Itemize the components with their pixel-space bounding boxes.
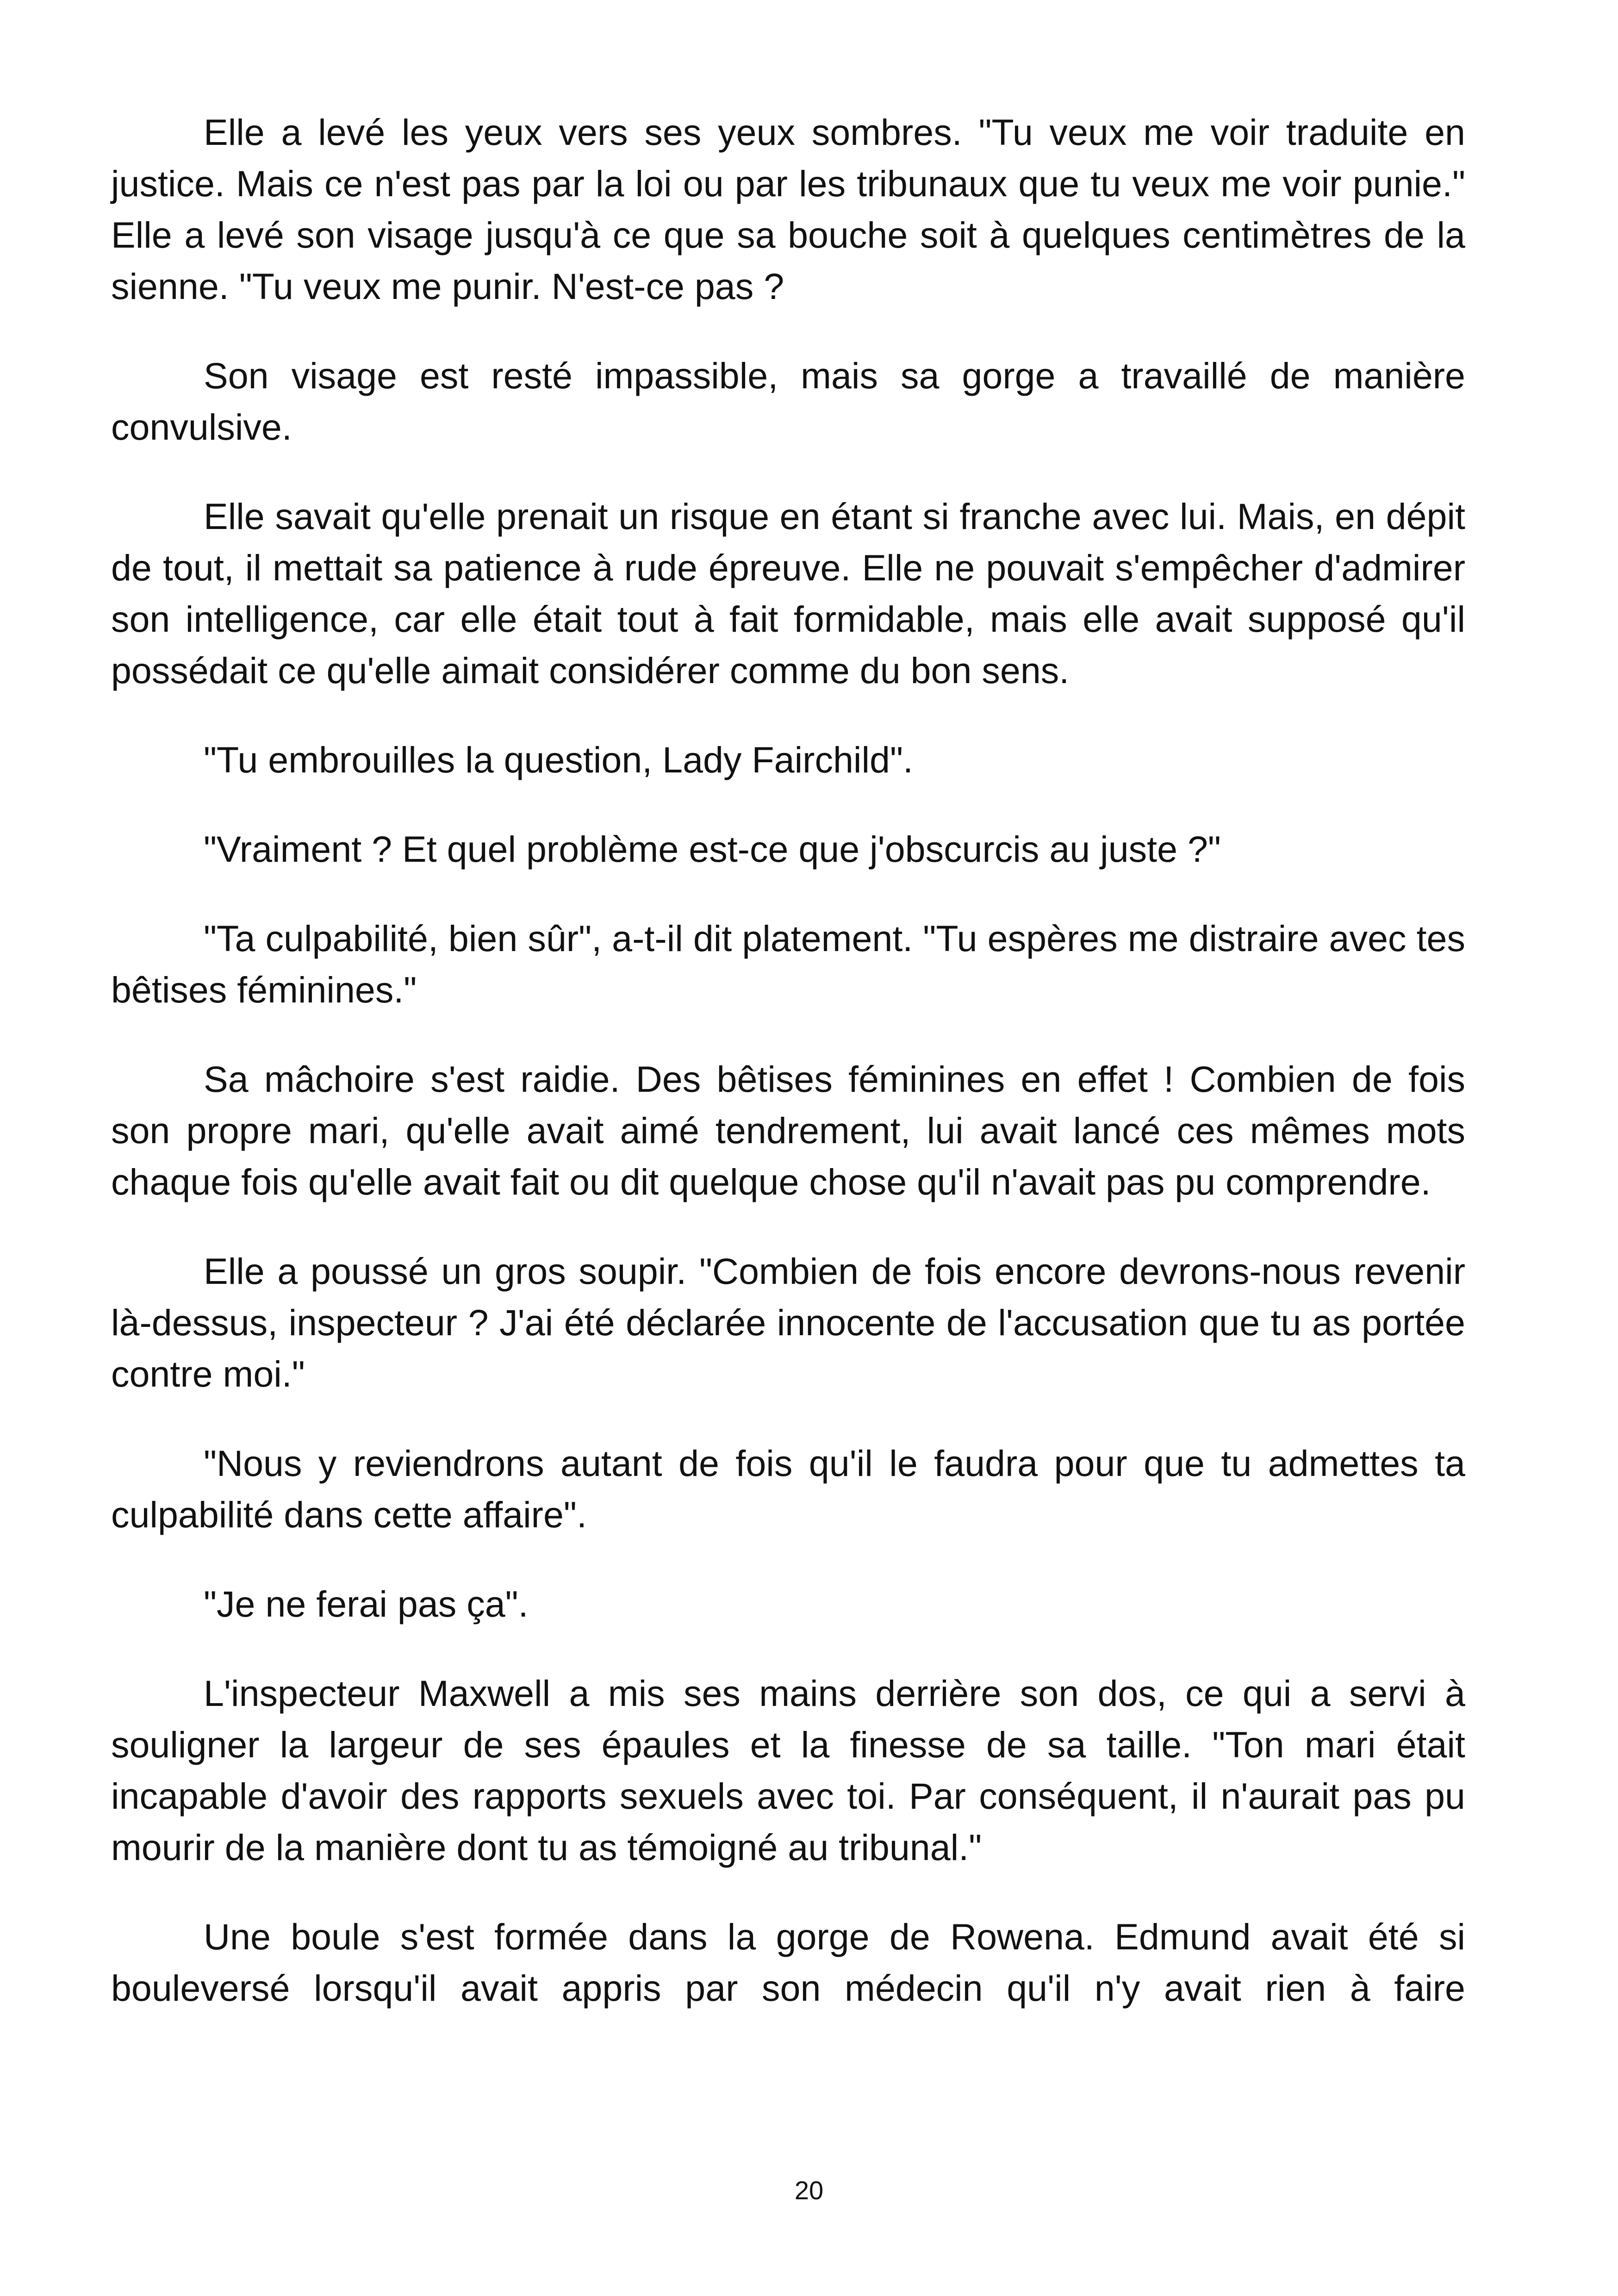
paragraph: "Ta culpabilité, bien sûr", a-t-il dit platement. "Tu espères me distraire avec tes bêtises féminines.": [111, 918, 1465, 1010]
paragraph: Son visage est resté impassible, mais sa gorge a travaillé de manière convulsive.: [111, 355, 1465, 448]
paragraph: "Je ne ferai pas ça".: [204, 1583, 529, 1624]
paragraph: "Nous y reviendrons autant de fois qu'il le faudra pour que tu admettes ta culpabilité dans cette affaire".: [111, 1443, 1465, 1535]
paragraph: L'inspecteur Maxwell a mis ses mains derrière son dos, ce qui a servi à souligner la largeur de ses épaules et la finesse de sa taille. "Ton mari était incapable d'avoir des rapports sexuels avec toi. Par conséquent, il n'aurait pas pu mourir de la manière dont tu as témoigné au tribunal.": [111, 1673, 1465, 1868]
page-number: 20: [794, 2176, 824, 2205]
paragraph: Une boule s'est formée dans la gorge de Rowena. Edmund avait été si bouleversé lorsqu'il avait appris par son médecin qu'il n'y avait rien à faire: [111, 1916, 1465, 2009]
paragraph: Sa mâchoire s'est raidie. Des bêtises féminines en effet ! Combien de fois son propre mari, qu'elle avait aimé tendrement, lui avait lancé ces mêmes mots chaque fois qu'elle avait fait ou dit quelque chose qu'il n'avait pas pu comprendre.: [111, 1058, 1465, 1202]
paragraph: Elle a levé les yeux vers ses yeux sombres. "Tu veux me voir traduite en justice. Mais ce n'est pas par la loi ou par les tribunaux que tu veux me voir punie." Elle a levé son visage jusqu'à ce que sa bouche soit à quelques centimètres de la sienne. "Tu veux me punir. N'est-ce pas ?: [111, 112, 1465, 307]
body-text: [111, 106, 1465, 2014]
paragraph: "Vraiment ? Et quel problème est-ce que j'obscurcis au juste ?": [204, 828, 1221, 870]
paragraph: Elle a poussé un gros soupir. "Combien de fois encore devrons-nous revenir là-dessus, inspecteur ? J'ai été déclarée innocente de l'accusation que tu as portée contre moi.": [111, 1251, 1465, 1394]
paragraph: "Tu embrouilles la question, Lady Fairchild".: [204, 739, 913, 780]
paragraph: Elle savait qu'elle prenait un risque en étant si franche avec lui. Mais, en dépit de tout, il mettait sa patience à rude épreuve. Elle ne pouvait s'empêcher d'admirer son intelligence, car elle était tout à fait formidable, mais elle avait supposé qu'il possédait ce qu'elle aimait considérer comme du bon sens.: [111, 496, 1465, 691]
